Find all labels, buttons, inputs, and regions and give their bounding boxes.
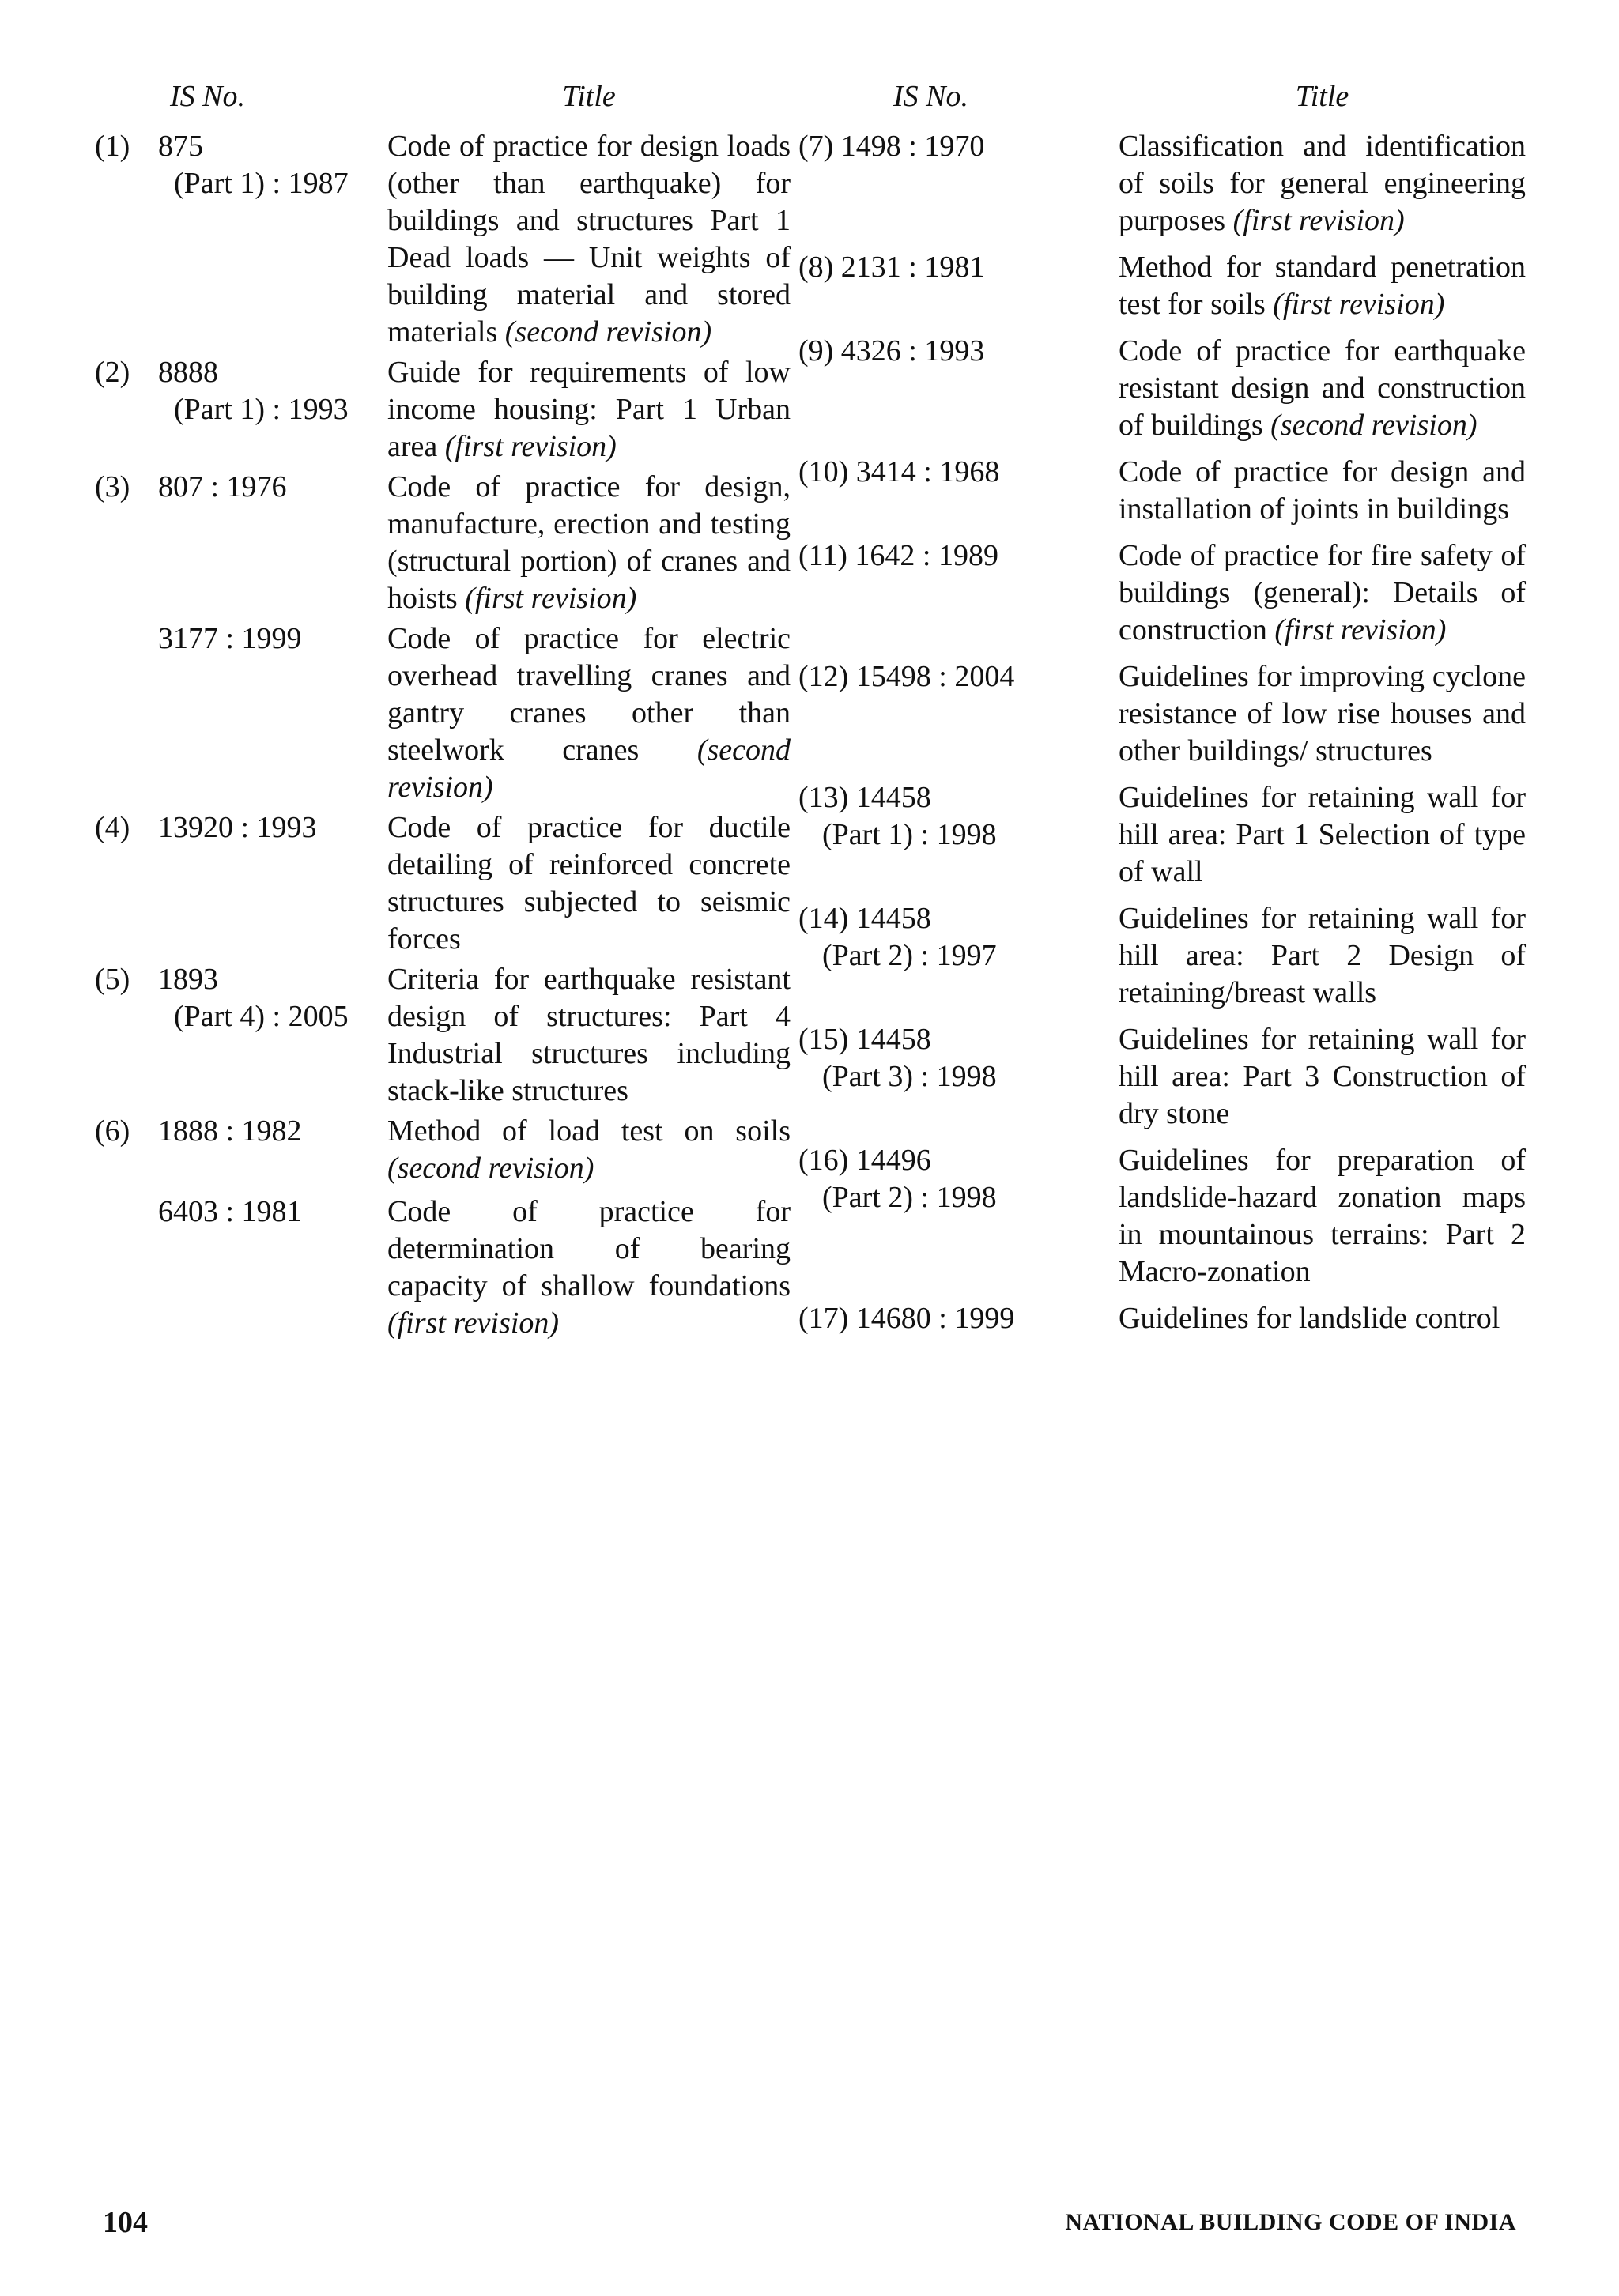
is-part-line: (Part 1) : 1993 (174, 393, 349, 426)
revision-note: (second revision) (1270, 409, 1477, 442)
title-heading: Title (562, 80, 616, 113)
is-part-line: (Part 3) : 1998 (822, 1060, 997, 1093)
is-number-line: (13) 14458 (798, 781, 931, 814)
is-number-line: 807 : 1976 (158, 470, 287, 503)
is-number (158, 354, 387, 428)
standard-title (387, 961, 791, 1110)
standard-title (1119, 537, 1526, 649)
revision-note: (first revision) (387, 1306, 560, 1340)
standard-entry (95, 354, 791, 466)
title-text: Code of practice for determination of bearing capacity of shallow foundations (387, 1195, 791, 1303)
entry-number: (4) (95, 811, 130, 844)
title-text: Guidelines for retaining wall for hill area: Part 2 Design of retaining/breast walls (1119, 902, 1526, 1009)
title-text: Guidelines for preparation of landslide-hazard zonation maps in mountainous terrains: Part 2 Macro-zonation (1119, 1144, 1526, 1288)
is-number (158, 128, 387, 202)
is-part-line: (Part 2) : 1997 (822, 939, 997, 972)
title-text: Guidelines for improving cyclone resistance of low rise houses and other buildings/ structures (1119, 660, 1526, 767)
revision-note: (first revision) (444, 430, 617, 463)
is-number-line: (17) 14680 : 1999 (798, 1302, 1015, 1335)
is-number (158, 1193, 387, 1231)
standard-title (387, 469, 791, 617)
left-column (95, 81, 791, 1345)
title-text: Guidelines for retaining wall for hill area: Part 3 Construction of dry stone (1119, 1023, 1526, 1130)
standard-title (1119, 333, 1526, 444)
running-title: NATIONAL BUILDING CODE OF INDIA (1065, 2209, 1516, 2235)
revision-note: (first revision) (465, 582, 637, 615)
standard-entry (798, 1300, 1526, 1337)
standard-entry (95, 620, 791, 806)
standard-entry (798, 537, 1526, 649)
entry-number: (3) (95, 470, 130, 503)
entry-number: (5) (95, 963, 130, 996)
is-number-line: (14) 14458 (798, 902, 931, 935)
is-number-line: (7) 1498 : 1970 (798, 130, 985, 163)
is-number (798, 658, 1119, 696)
is-number (798, 779, 1119, 854)
is-number (798, 128, 1119, 165)
title-text: Code of practice for design loads (other than earthquake) for buildings and structures Part 1 Dead loads — Unit weights of building material and stored materials (387, 130, 791, 349)
is-number (158, 469, 387, 506)
is-number-line: 6403 : 1981 (158, 1195, 302, 1228)
standard-entry (798, 249, 1526, 323)
title-text: Code of practice for design, manufacture, erection and testing (structural portion) of cranes and hoists (387, 470, 791, 615)
is-part-line: (Part 4) : 2005 (174, 1000, 349, 1033)
standard-entry (798, 128, 1526, 239)
standard-entry (95, 1113, 791, 1187)
is-number (798, 900, 1119, 975)
title-text: Code of practice for ductile detailing of reinforced concrete structures subjected to seismic forces (387, 811, 791, 956)
is-part-line: (Part 2) : 1998 (822, 1181, 997, 1214)
title-text: Guide for requirements of low income housing: Part 1 Urban area (387, 356, 791, 463)
standard-title (1119, 128, 1526, 239)
is-number-line: (15) 14458 (798, 1023, 931, 1056)
revision-note: (first revision) (1274, 613, 1447, 647)
entry-number: (2) (95, 356, 130, 389)
standard-title (1119, 900, 1526, 1012)
entry-number: (6) (95, 1114, 130, 1148)
is-number (798, 1021, 1119, 1095)
standard-entry (798, 900, 1526, 1012)
revision-note: (first revision) (1273, 288, 1445, 321)
is-number-line: 875 (158, 130, 203, 163)
standard-entry (95, 961, 791, 1110)
standard-title (1119, 1021, 1526, 1133)
is-number-line: 13920 : 1993 (158, 811, 317, 844)
standard-entry (95, 469, 791, 617)
is-number (798, 1142, 1119, 1216)
standard-entry (798, 1142, 1526, 1291)
title-text: Method for standard penetration test for soils (1119, 251, 1526, 321)
title-text: Criteria for earthquake resistant design of structures: Part 4 Industrial structures including stack-like structures (387, 963, 791, 1107)
standard-entry (798, 658, 1526, 770)
revision-note: (second revision) (387, 1152, 594, 1185)
title-text: Classification and identification of soils for general engineering purposes (1119, 130, 1526, 237)
is-number (158, 1113, 387, 1150)
title-text: Guidelines for landslide control (1119, 1302, 1500, 1335)
standard-title (1119, 249, 1526, 323)
standard-title (1119, 1300, 1526, 1337)
is-number-line: (9) 4326 : 1993 (798, 334, 985, 368)
title-text: Guidelines for retaining wall for hill area: Part 1 Selection of type of wall (1119, 781, 1526, 888)
is-number (798, 333, 1119, 370)
is-number (158, 809, 387, 846)
standard-title (387, 809, 791, 958)
right-column (798, 81, 1526, 1347)
standard-entry (95, 809, 791, 958)
is-number-line: 3177 : 1999 (158, 622, 302, 655)
is-number (158, 961, 387, 1035)
title-heading: Title (1295, 80, 1349, 113)
is-number (798, 454, 1119, 491)
standard-title (387, 354, 791, 466)
is-part-line: (Part 1) : 1987 (174, 167, 349, 200)
is-number (798, 537, 1119, 575)
title-text: Code of practice for electric overhead travelling cranes and gantry cranes other than steelwork cranes (387, 622, 791, 767)
revision-note: (first revision) (1232, 204, 1405, 237)
standard-title (1119, 1142, 1526, 1291)
standard-entry (95, 128, 791, 351)
is-number (798, 1300, 1119, 1337)
is-number-line: (10) 3414 : 1968 (798, 455, 1000, 488)
standard-title (387, 128, 791, 351)
page-number: 104 (103, 2206, 148, 2239)
standard-entry (798, 333, 1526, 444)
is-number-line: 8888 (158, 356, 218, 389)
is-number (158, 620, 387, 658)
entry-number: (1) (95, 130, 130, 163)
standard-title (387, 1113, 791, 1187)
is-number-line: (11) 1642 : 1989 (798, 539, 998, 572)
revision-note: (second revision) (504, 315, 712, 349)
title-text: Code of practice for design and installation of joints in buildings (1119, 455, 1526, 526)
left-column-header (95, 81, 791, 128)
is-number-line: (12) 15498 : 2004 (798, 660, 1015, 693)
standard-entry (95, 1193, 791, 1342)
standard-title (1119, 454, 1526, 528)
is-number-line: 1893 (158, 963, 218, 996)
title-text: Code of practice for fire safety of buildings (general): Details of construction (1119, 539, 1526, 647)
is-part-line: (Part 1) : 1998 (822, 818, 997, 851)
title-text: Code of practice for earthquake resistant design and construction of buildings (1119, 334, 1526, 442)
standard-entry (798, 779, 1526, 891)
right-column-header (798, 81, 1526, 128)
is-number-line: 1888 : 1982 (158, 1114, 302, 1148)
is-number-line: (16) 14496 (798, 1144, 931, 1177)
standard-title (387, 1193, 791, 1342)
title-text: Method of load test on soils (387, 1114, 791, 1148)
is-number (798, 249, 1119, 286)
standard-title (387, 620, 791, 806)
isno-heading: IS No. (170, 80, 245, 113)
standard-title (1119, 658, 1526, 770)
standard-entry (798, 1021, 1526, 1133)
isno-heading: IS No. (893, 80, 968, 113)
revision-note: (second revision) (387, 733, 791, 804)
standard-entry (798, 454, 1526, 528)
standard-title (1119, 779, 1526, 891)
is-number-line: (8) 2131 : 1981 (798, 251, 985, 284)
